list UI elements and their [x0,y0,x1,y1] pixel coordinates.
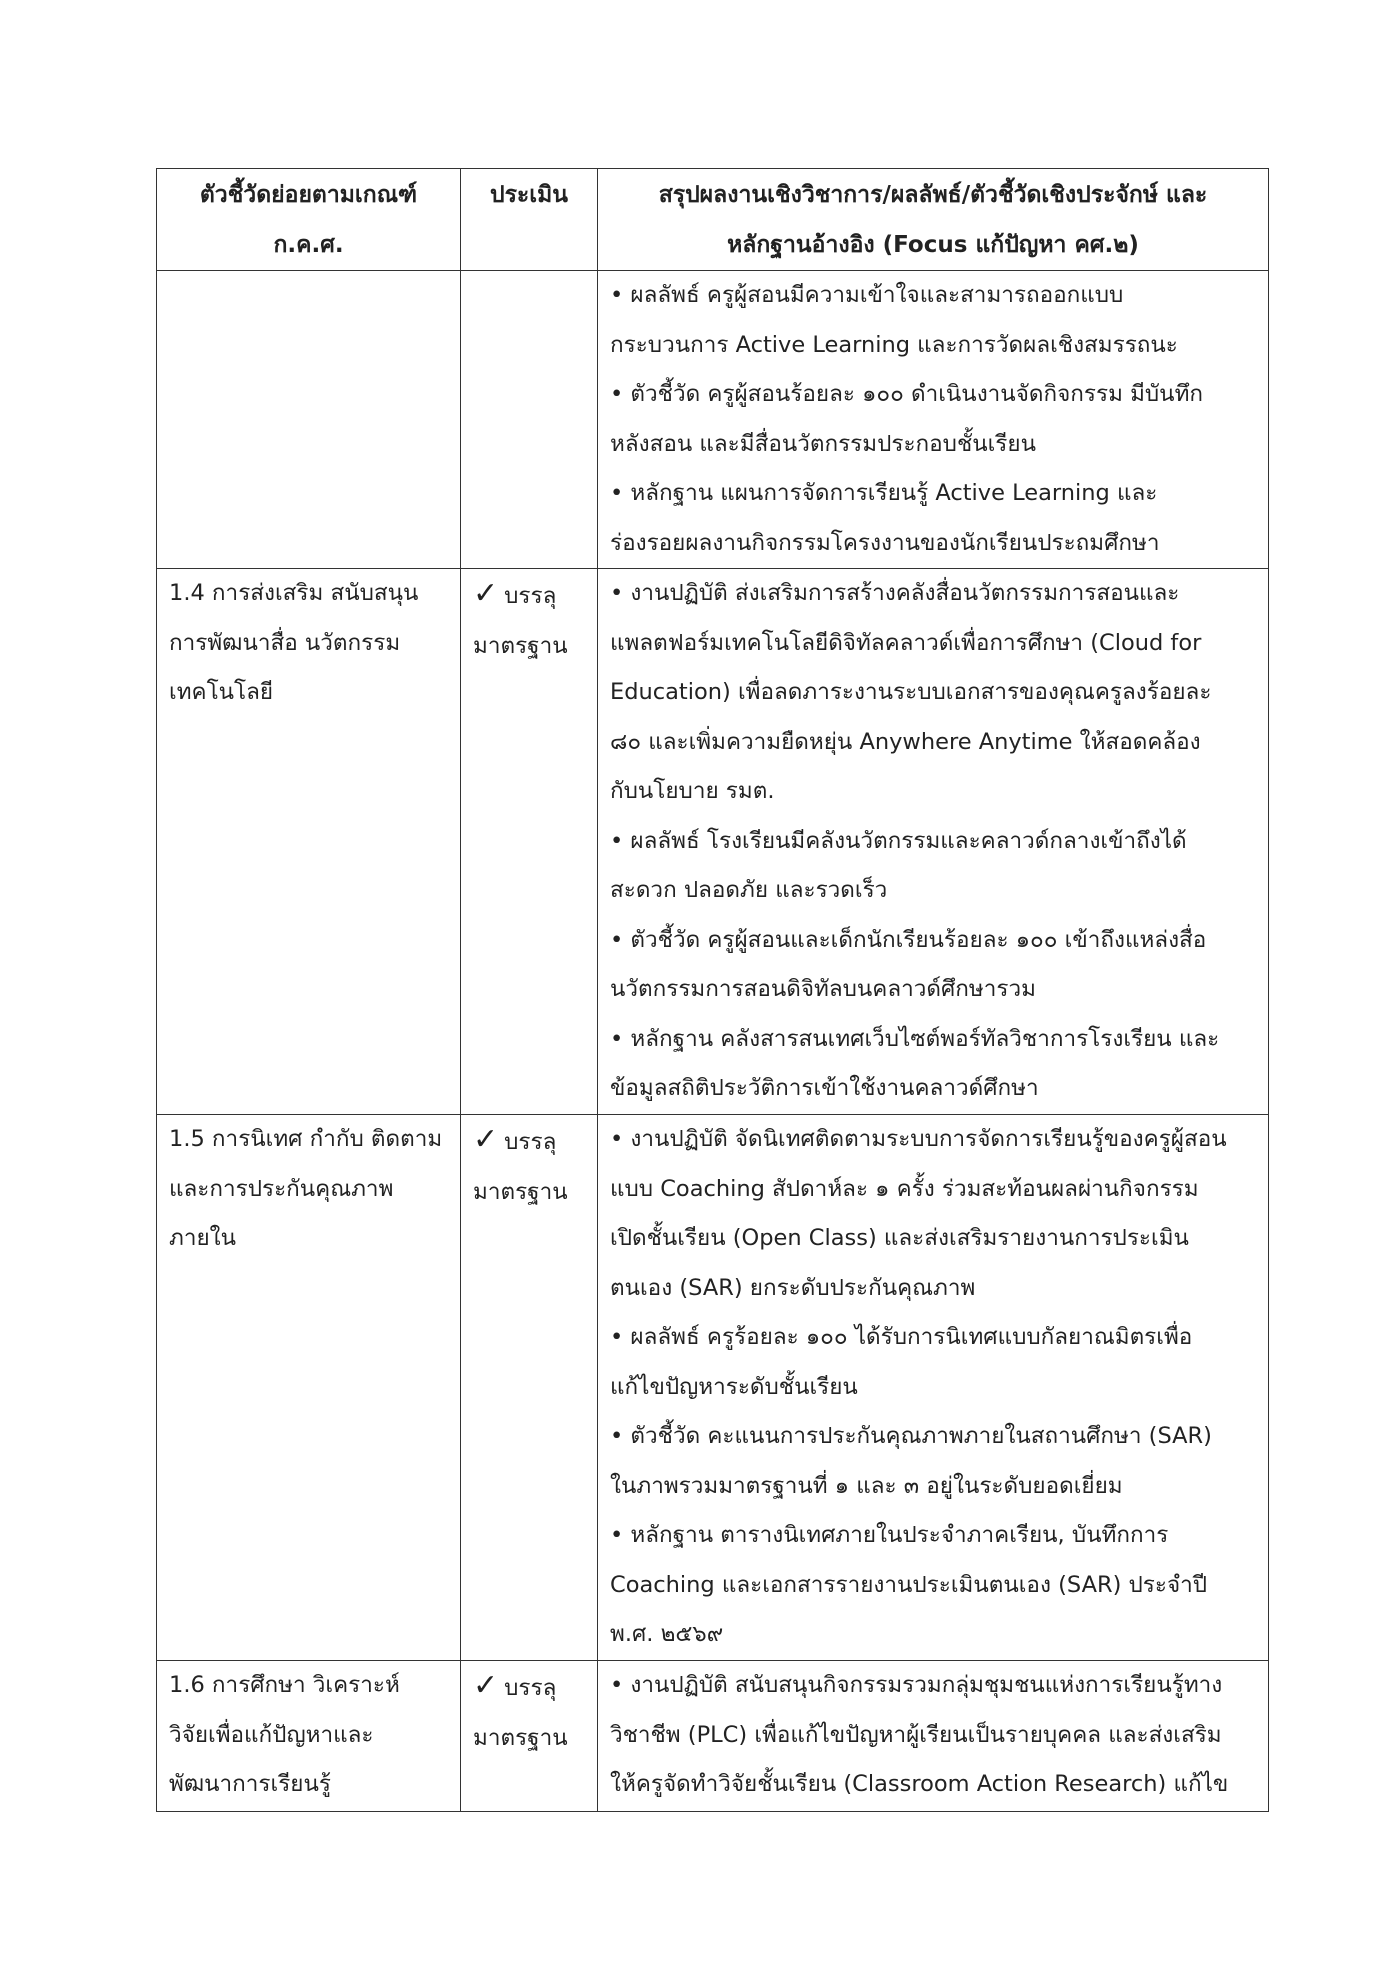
assessment-cell [461,271,598,569]
header-assessment [461,169,598,271]
summary-line: ร่องรอยผลงานกิจกรรมโครงงานของนักเรียนประถมศึกษา [610,529,1160,556]
table-row [157,569,1269,1115]
summary-cell [598,1115,1269,1661]
summary-line: แบบ Coaching สัปดาห์ละ ๑ ครั้ง ร่วมสะท้อนผลผ่านกิจกรรม [610,1175,1199,1202]
summary-line: • งานปฏิบัติ สนับสนุนกิจกรรมรวมกลุ่มชุมชนแห่งการเรียนรู้ทาง [610,1672,1223,1698]
assessment-result: มาตรฐาน [473,632,568,659]
indicator-line: 1.4 การส่งเสริม สนับสนุน [169,580,419,606]
summary-line: นวัตกรรมการสอนดิจิทัลบนคลาวด์ศึกษารวม [610,976,1036,1002]
table-row [157,1115,1269,1661]
summary-line: ๘๐ และเพิ่มความยืดหยุ่น Anywhere Anytime ให้สอดคล้อง [610,728,1201,755]
checkmark-icon: ✓ [473,1668,499,1703]
table-header-row [157,169,1269,271]
assessment-table [156,168,1269,1812]
header-summary-line: หลักฐานอ้างอิง (Focus แก้ปัญหา คศ.๒) [727,231,1139,258]
summary-line: • หลักฐาน คลังสารสนเทศเว็บไซต์พอร์ทัลวิชาการโรงเรียน และ [610,1025,1220,1052]
assessment-cell [461,569,598,1115]
document-page [156,168,1268,1812]
header-summary [598,169,1269,271]
indicator-line: 1.6 การศึกษา วิเคราะห์ [169,1672,400,1698]
indicator-line: และการประกันคุณภาพ [169,1175,394,1202]
summary-line: ในภาพรวมมาตรฐานที่ ๑ และ ๓ อยู่ในระดับยอดเยี่ยม [610,1472,1123,1499]
summary-line: กับนโยบาย รมต. [610,778,775,804]
summary-line: • ผลลัพธ์ ครูผู้สอนมีความเข้าใจและสามารถออกแบบ [610,282,1124,308]
header-indicator [157,169,461,271]
summary-line: วิชาชีพ (PLC) เพื่อแก้ไขปัญหาผู้เรียนเป็นรายบุคคล และส่งเสริม [610,1721,1222,1748]
summary-line: • ตัวชี้วัด คะแนนการประกันคุณภาพภายในสถานศึกษา (SAR) [610,1423,1212,1449]
assessment-result: มาตรฐาน [473,1178,568,1205]
summary-line: ตนเอง (SAR) ยกระดับประกันคุณภาพ [610,1274,976,1301]
indicator-cell [157,1115,461,1661]
summary-line: ให้ครูจัดทำวิจัยชั้นเรียน (Classroom Action Research) แก้ไข [610,1771,1229,1797]
indicator-cell [157,1661,461,1812]
assessment-result: มาตรฐาน [473,1724,568,1751]
checkmark-icon: ✓ [473,576,499,611]
assessment-result: บรรลุ [504,583,557,609]
summary-line: กระบวนการ Active Learning และการวัดผลเชิงสมรรถนะ [610,331,1178,358]
summary-line: • หลักฐาน แผนการจัดการเรียนรู้ Active Learning และ [610,480,1158,506]
header-indicator-line: ตัวชี้วัดย่อยตามเกณฑ์ [199,182,418,208]
assessment-cell [461,1661,598,1812]
header-assessment-label: ประเมิน [489,182,569,208]
summary-line: เปิดชั้นเรียน (Open Class) และส่งเสริมรายงานการประเมิน [610,1225,1189,1251]
assessment-cell [461,1115,598,1661]
summary-line: • ผลลัพธ์ ครูร้อยละ ๑๐๐ ได้รับการนิเทศแบบกัลยาณมิตรเพื่อ [610,1324,1193,1350]
assessment-result: บรรลุ [504,1675,557,1701]
indicator-line: เทคโนโลยี [169,679,274,705]
summary-line: สะดวก ปลอดภัย และรวดเร็ว [610,877,888,903]
summary-line: หลังสอน และมีสื่อนวัตกรรมประกอบชั้นเรียน [610,430,1036,457]
summary-cell [598,271,1269,569]
summary-line: • ผลลัพธ์ โรงเรียนมีคลังนวัตกรรมและคลาวด์กลางเข้าถึงได้ [610,827,1187,854]
indicator-line: การพัฒนาสื่อ นวัตกรรม [169,629,401,656]
summary-line: • ตัวชี้วัด ครูผู้สอนร้อยละ ๑๐๐ ดำเนินงานจัดกิจกรรม มีบันทึก [610,381,1204,407]
summary-line: แพลตฟอร์มเทคโนโลยีดิจิทัลคลาวด์เพื่อการศึกษา (Cloud for [610,629,1202,656]
table-row [157,271,1269,569]
indicator-line: พัฒนาการเรียนรู้ [169,1771,331,1797]
summary-line: • งานปฏิบัติ จัดนิเทศติดตามระบบการจัดการเรียนรู้ของครูผู้สอน [610,1126,1227,1152]
checkmark-icon: ✓ [473,1122,499,1157]
summary-line: • งานปฏิบัติ ส่งเสริมการสร้างคลังสื่อนวัตกรรมการสอนและ [610,580,1180,606]
table-row [157,1661,1269,1812]
summary-line: • ตัวชี้วัด ครูผู้สอนและเด็กนักเรียนร้อยละ ๑๐๐ เข้าถึงแหล่งสื่อ [610,926,1207,953]
assessment-result: บรรลุ [504,1129,557,1155]
header-indicator-line: ก.ค.ศ. [273,231,344,258]
indicator-line: วิจัยเพื่อแก้ปัญหาและ [169,1721,374,1748]
header-summary-line: สรุปผลงานเชิงวิชาการ/ผลลัพธ์/ตัวชี้วัดเชิงประจักษ์ และ [658,182,1208,208]
summary-line: • หลักฐาน ตารางนิเทศภายในประจำภาคเรียน, บันทึกการ [610,1522,1169,1548]
indicator-cell [157,271,461,569]
indicator-cell [157,569,461,1115]
indicator-line: ภายใน [169,1225,237,1251]
summary-line: พ.ศ. ๒๕๖๙ [610,1621,724,1647]
summary-line: แก้ไขปัญหาระดับชั้นเรียน [610,1373,858,1400]
summary-line: Coaching และเอกสารรายงานประเมินตนเอง (SAR) ประจำปี [610,1571,1208,1598]
summary-line: ข้อมูลสถิติประวัติการเข้าใช้งานคลาวด์ศึกษา [610,1075,1039,1101]
indicator-line: 1.5 การนิเทศ กำกับ ติดตาม [169,1126,443,1152]
summary-line: Education) เพื่อลดภาระงานระบบเอกสารของคุณครูลงร้อยละ [610,679,1212,705]
summary-cell [598,1661,1269,1812]
summary-cell [598,569,1269,1115]
